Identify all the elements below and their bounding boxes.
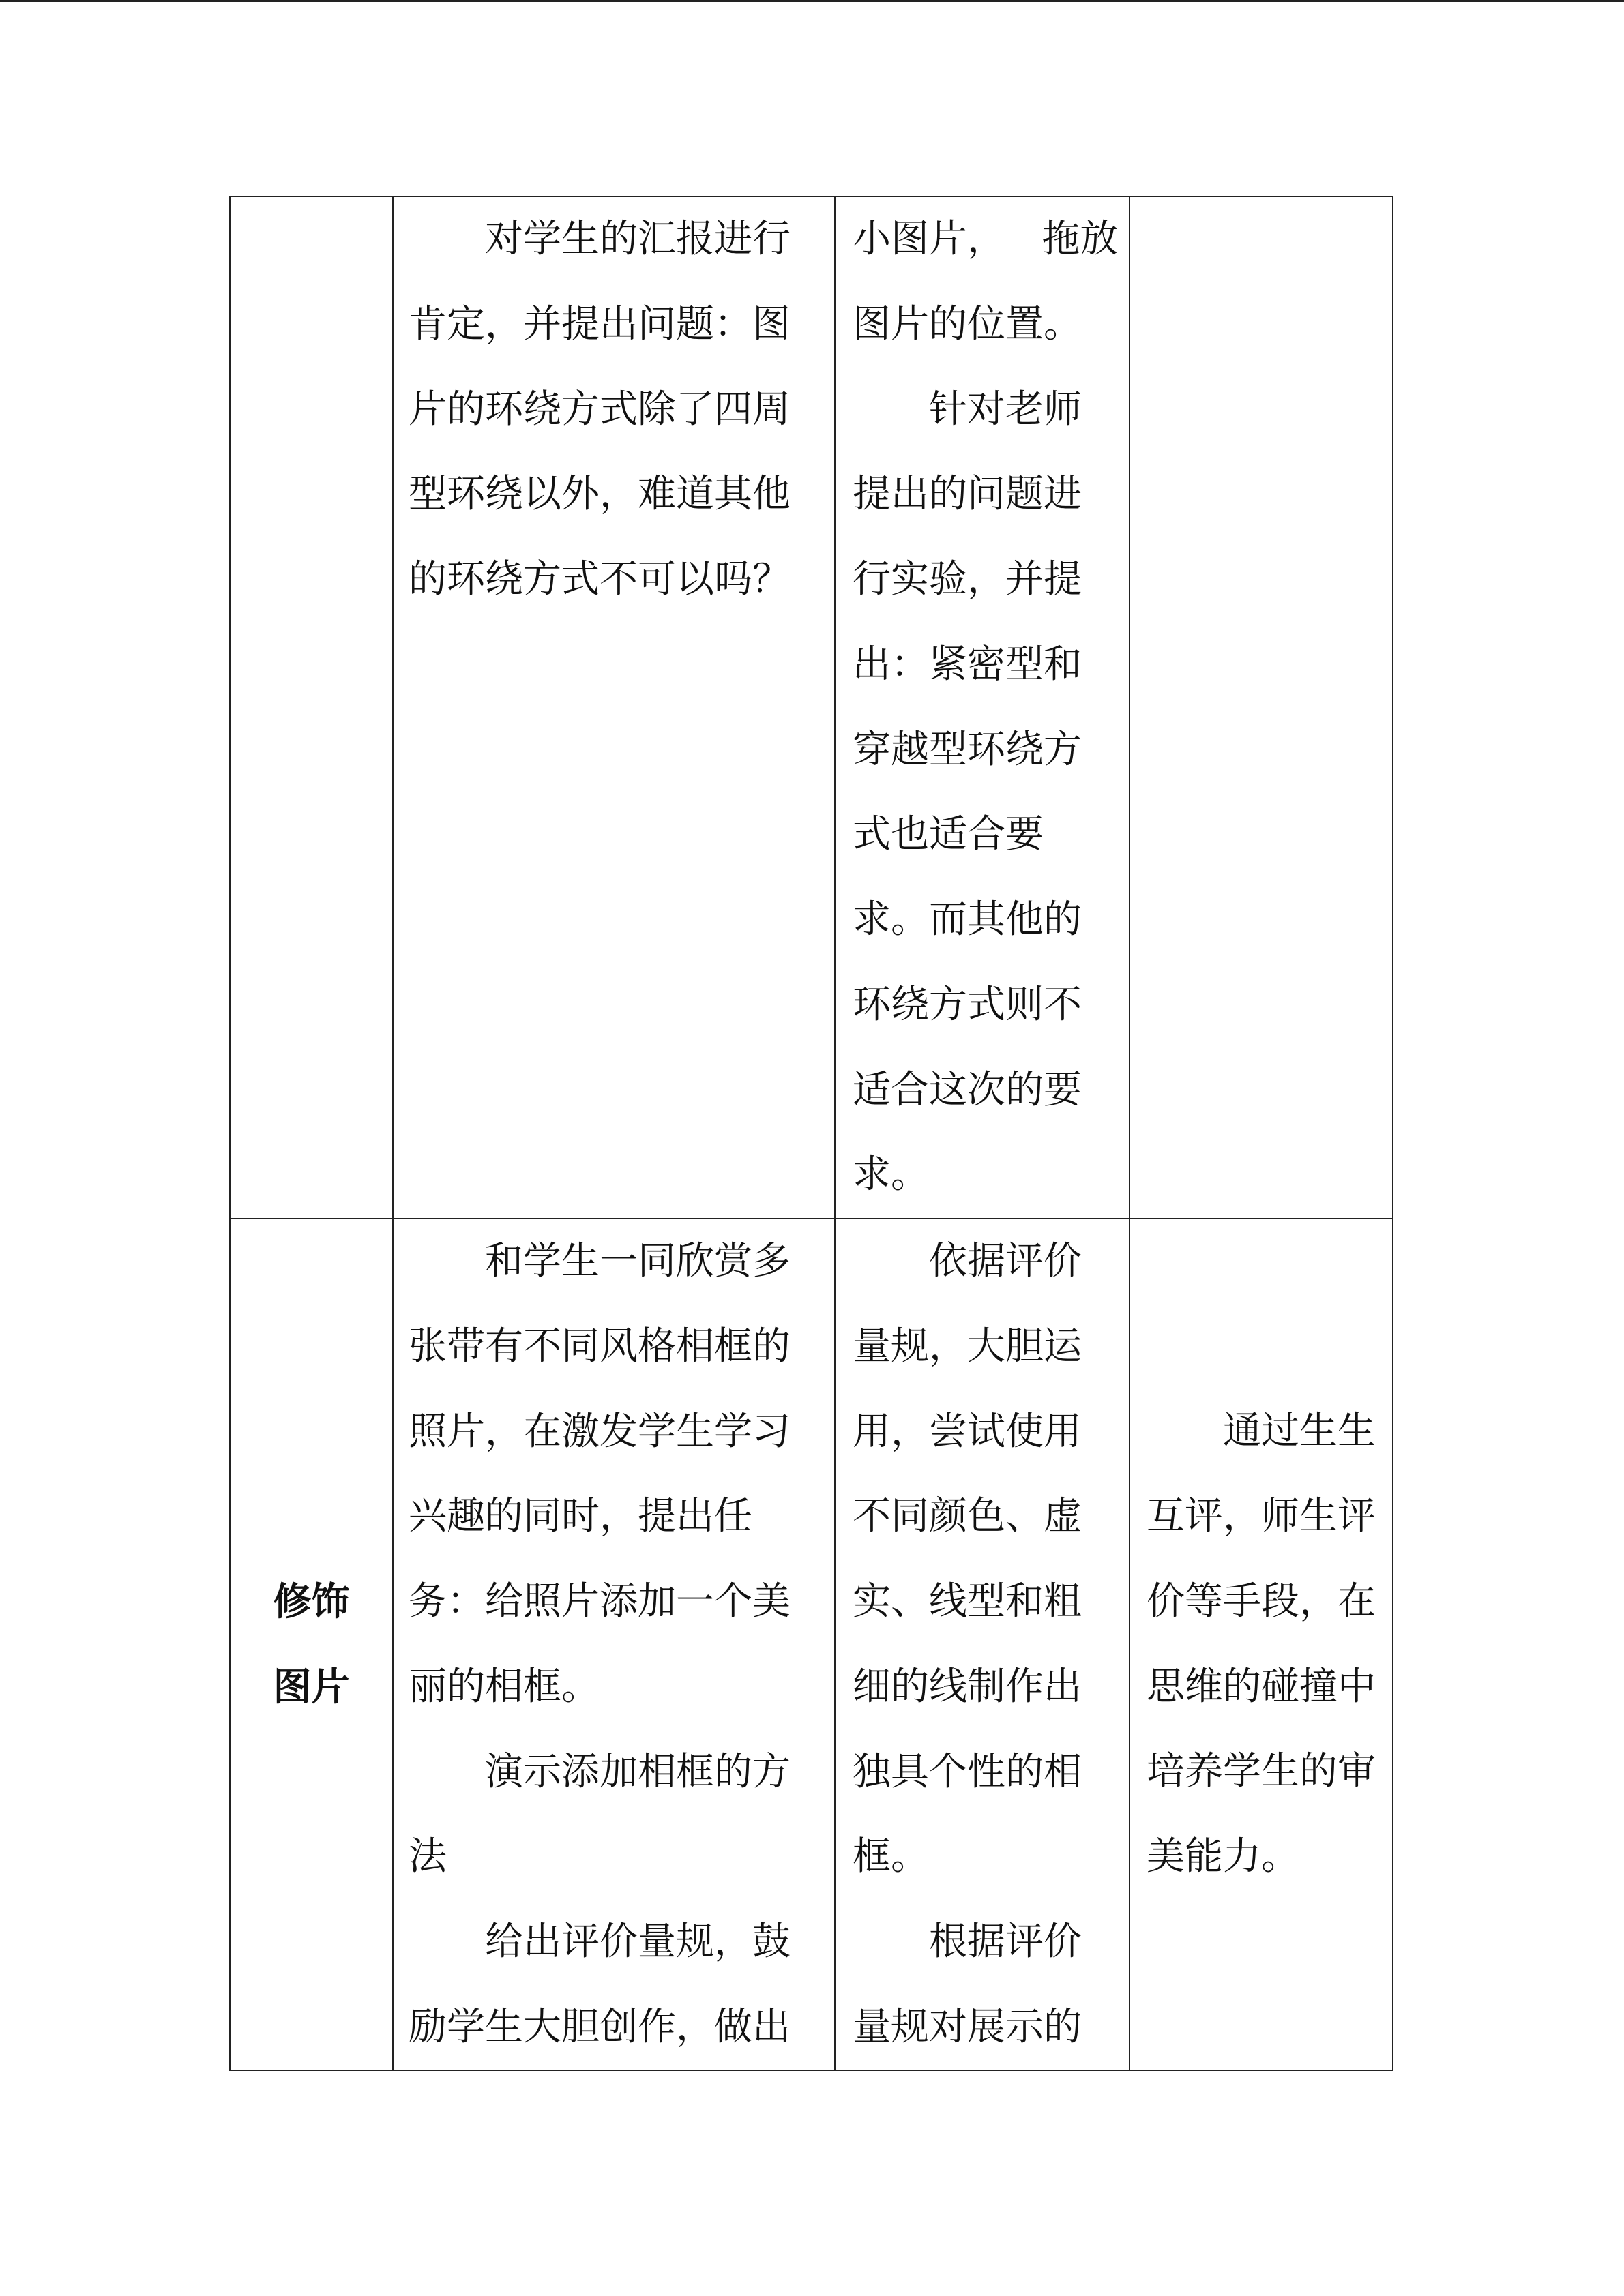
text-line: 量规对展示的 (853, 2004, 1082, 2049)
text-line: 美能力。 (1147, 1834, 1299, 1879)
text-line: 培养学生的审 (1147, 1749, 1376, 1794)
stage-title-line: 修饰 (273, 1579, 350, 1624)
cell-teacher-activity (394, 1219, 836, 2071)
paragraph (853, 1219, 1129, 1900)
text-line: 的环绕方式不可以吗？ (409, 557, 791, 601)
text-line: 价等手段，在 (1147, 1579, 1376, 1624)
paragraph (853, 368, 1129, 1219)
text-line: 提出的问题进 (853, 472, 1082, 517)
text-line: 根据评价 (929, 1920, 1082, 1964)
text-line: 和学生一同欣赏多 (485, 1239, 791, 1283)
text-line: 框。 (853, 1834, 929, 1879)
paragraph (853, 197, 1129, 368)
stage-title-line: 图片 (273, 1664, 350, 1710)
text-line: 式也适合要 (853, 812, 1044, 857)
cell-stage (231, 197, 394, 1219)
cell-design-intent (1130, 1219, 1393, 2071)
text-line: 不同颜色、虚 (853, 1494, 1082, 1539)
text-line: 实、线型和粗 (853, 1579, 1082, 1624)
page-top-rule (0, 0, 1624, 2)
text-line: 务：给照片添加一个美 (409, 1579, 791, 1624)
text-line: 用，尝试使用 (853, 1409, 1082, 1454)
cell-stage (231, 1219, 394, 2071)
text-line: 给出评价量规，鼓 (485, 1920, 791, 1964)
paragraph (409, 1219, 834, 1730)
text-line: 张带有不同风格相框的 (409, 1324, 791, 1369)
text-line: 肯定，并提出问题：图 (409, 301, 791, 346)
text-line: 小图片， 拖放 (853, 217, 1119, 261)
text-line: 针对老师 (929, 387, 1082, 432)
text-line: 穿越型环绕方 (853, 727, 1082, 772)
paragraph (409, 1730, 834, 1900)
text-line: 行实验，并提 (853, 557, 1082, 601)
paragraph (853, 1900, 1129, 2070)
text-line: 兴趣的同时，提出任 (409, 1494, 752, 1539)
text-line: 细的线制作出 (853, 1664, 1082, 1709)
text-line: 对学生的汇报进行 (485, 217, 791, 261)
text-line: 求。 (853, 1152, 929, 1197)
paragraph (409, 197, 834, 623)
cell-teacher-activity (394, 197, 836, 1219)
text-line: 通过生生 (1223, 1409, 1376, 1454)
paragraph (409, 1900, 834, 2070)
text-line: 丽的相框。 (409, 1664, 600, 1709)
text-line: 法 (409, 1834, 447, 1879)
cell-student-activity (836, 197, 1130, 1219)
text-line: 出：紧密型和 (853, 642, 1082, 687)
cell-design-intent (1130, 197, 1393, 1219)
text-line: 思维的碰撞中 (1147, 1664, 1376, 1709)
text-line: 励学生大胆创作，做出 (409, 2004, 791, 2049)
text-line: 求。而其他的 (853, 897, 1082, 942)
text-line: 互评，师生评 (1147, 1494, 1376, 1538)
text-line: 型环绕以外，难道其他 (409, 472, 791, 517)
paragraph (1147, 1389, 1392, 1900)
lesson-plan-table (229, 196, 1393, 2071)
text-line: 依据评价 (929, 1239, 1082, 1283)
text-line: 片的环绕方式除了四周 (409, 387, 791, 432)
text-line: 适合这次的要 (853, 1067, 1082, 1112)
text-line: 量规，大胆运 (853, 1324, 1082, 1369)
text-line: 演示添加相框的方 (485, 1749, 791, 1794)
text-line: 独具个性的相 (853, 1749, 1082, 1794)
cell-student-activity (836, 1219, 1130, 2071)
text-line: 图片的位置。 (853, 301, 1082, 346)
text-line: 照片，在激发学生学习 (409, 1409, 791, 1454)
text-line: 环绕方式则不 (853, 982, 1082, 1027)
